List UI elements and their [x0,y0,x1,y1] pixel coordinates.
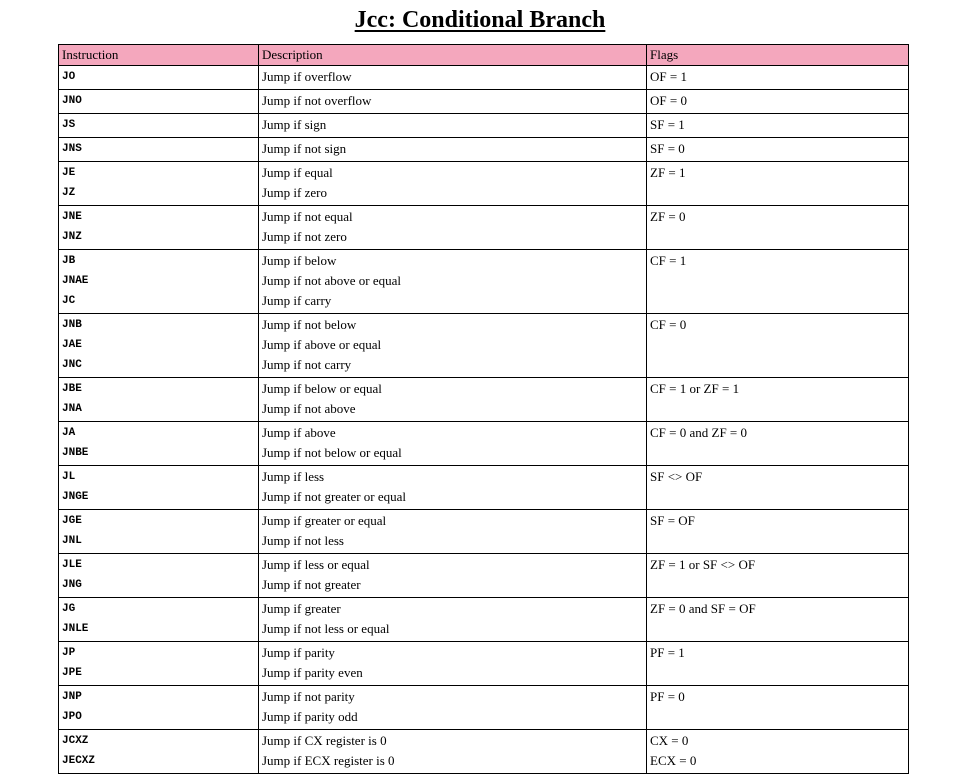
description-text: Jump if parity [262,645,335,660]
flags-cell [647,162,909,206]
table-row [59,422,909,466]
description-text: Jump if zero [262,185,327,200]
instruction-cell [59,730,259,774]
flags-cell [647,730,909,774]
description-cell [259,730,647,774]
description-text: Jump if not less [262,533,344,548]
table-row [59,554,909,598]
table-row [59,114,909,138]
instruction-mnemonic: JB [62,255,76,267]
description-cell [259,686,647,730]
flags-condition: ZF = 0 [650,209,686,224]
instruction-mnemonic: JNL [62,535,82,547]
instruction-mnemonic: JG [62,603,76,615]
header-instruction: Instruction [59,45,259,66]
instruction-mnemonic: JNA [62,403,82,415]
description-cell [259,378,647,422]
instruction-cell [59,642,259,686]
instruction-cell [59,686,259,730]
instruction-cell [59,206,259,250]
flags-cell [647,314,909,378]
flags-condition: CF = 0 and ZF = 0 [650,425,748,440]
description-cell [259,162,647,206]
instruction-mnemonic: JNS [62,143,82,155]
flags-cell [647,554,909,598]
instruction-mnemonic: JNBE [62,447,89,459]
instruction-mnemonic: JC [62,295,76,307]
table-row [59,730,909,774]
flags-cell [647,686,909,730]
description-text: Jump if CX register is 0 [262,733,387,748]
description-text: Jump if not greater or equal [262,489,407,504]
description-text: Jump if greater [262,601,341,616]
table-row [59,162,909,206]
flags-condition: CF = 1 or ZF = 1 [650,381,740,396]
flags-condition: SF <> OF [650,469,703,484]
flags-cell [647,206,909,250]
table-row [59,138,909,162]
instruction-mnemonic: JNE [62,211,82,223]
description-text: Jump if above or equal [262,337,382,352]
description-cell [259,466,647,510]
description-cell [259,422,647,466]
flags-condition: SF = 0 [650,141,685,156]
description-text: Jump if below [262,253,337,268]
instruction-mnemonic: JNG [62,579,82,591]
description-cell [259,206,647,250]
instruction-mnemonic: JAE [62,339,82,351]
description-text: Jump if parity even [262,665,363,680]
instruction-mnemonic: JNP [62,691,82,703]
description-text: Jump if not greater [262,577,361,592]
flags-condition: CF = 1 [650,253,687,268]
description-text: Jump if ECX register is 0 [262,753,395,768]
description-text: Jump if equal [262,165,333,180]
instruction-mnemonic: JP [62,647,76,659]
slide-title [0,4,960,36]
header-flags: Flags [647,45,909,66]
instruction-mnemonic: JE [62,167,76,179]
description-cell [259,642,647,686]
description-text: Jump if not overflow [262,93,372,108]
flags-cell [647,90,909,114]
description-text: Jump if not below [262,317,357,332]
flags-condition: OF = 1 [650,69,687,84]
instruction-cell [59,114,259,138]
description-text: Jump if greater or equal [262,513,387,528]
instruction-cell [59,510,259,554]
flags-cell [647,642,909,686]
instruction-mnemonic: JL [62,471,76,483]
flags-condition: PF = 1 [650,645,685,660]
flags-cell [647,138,909,162]
description-text: Jump if not zero [262,229,347,244]
instruction-mnemonic: JNO [62,95,82,107]
flags-cell [647,250,909,314]
description-text: Jump if parity odd [262,709,358,724]
slide-title-text: Jcc: Conditional Branch [354,7,606,33]
table-row [59,250,909,314]
description-text: Jump if not above [262,401,356,416]
flags-condition: ECX = 0 [650,753,697,768]
description-cell [259,598,647,642]
flags-condition: SF = 1 [650,117,685,132]
description-cell [259,554,647,598]
instruction-mnemonic: JPO [62,711,82,723]
flags-condition: ZF = 1 [650,165,686,180]
instruction-mnemonic: JZ [62,187,76,199]
instruction-mnemonic: JECXZ [62,755,96,767]
table-row [59,598,909,642]
instruction-mnemonic: JNC [62,359,82,371]
description-cell [259,314,647,378]
instruction-mnemonic: JGE [62,515,82,527]
flags-cell [647,598,909,642]
table-row [59,378,909,422]
table-row [59,686,909,730]
instruction-mnemonic: JPE [62,667,82,679]
instruction-mnemonic: JNAE [62,275,89,287]
instruction-cell [59,66,259,90]
instruction-mnemonic: JNB [62,319,82,331]
flags-cell [647,114,909,138]
instruction-cell [59,378,259,422]
description-text: Jump if carry [262,293,332,308]
description-text: Jump if less or equal [262,557,370,572]
instruction-mnemonic: JCXZ [62,735,89,747]
description-cell [259,250,647,314]
description-cell [259,114,647,138]
header-description: Description [259,45,647,66]
description-text: Jump if overflow [262,69,352,84]
table-row [59,206,909,250]
instruction-mnemonic: JNGE [62,491,89,503]
instruction-mnemonic: JO [62,71,76,83]
description-text: Jump if not equal [262,209,353,224]
flags-condition: CX = 0 [650,733,689,748]
instruction-mnemonic: JNLE [62,623,89,635]
instruction-cell [59,162,259,206]
instruction-mnemonic: JS [62,119,76,131]
flags-cell [647,466,909,510]
table-row [59,466,909,510]
description-cell [259,510,647,554]
table-body [59,66,909,774]
instruction-cell [59,466,259,510]
description-cell [259,138,647,162]
instruction-mnemonic: JLE [62,559,82,571]
instruction-mnemonic: JNZ [62,231,82,243]
description-text: Jump if above [262,425,336,440]
description-cell [259,90,647,114]
description-text: Jump if less [262,469,325,484]
flags-condition: ZF = 0 and SF = OF [650,601,756,616]
instruction-cell [59,138,259,162]
instruction-cell [59,554,259,598]
flags-condition: ZF = 1 or SF <> OF [650,557,756,572]
table-row [59,90,909,114]
instruction-mnemonic: JBE [62,383,82,395]
instruction-mnemonic: JA [62,427,76,439]
instruction-cell [59,90,259,114]
flags-condition: OF = 0 [650,93,687,108]
instruction-cell [59,314,259,378]
flags-cell [647,510,909,554]
table-row [59,510,909,554]
description-text: Jump if below or equal [262,381,382,396]
instruction-cell [59,598,259,642]
table-row [59,642,909,686]
flags-condition: CF = 0 [650,317,687,332]
flags-condition: PF = 0 [650,689,685,704]
description-text: Jump if not parity [262,689,355,704]
flags-cell [647,422,909,466]
description-text: Jump if sign [262,117,327,132]
instruction-cell [59,250,259,314]
flags-cell [647,378,909,422]
description-cell [259,66,647,90]
description-text: Jump if not below or equal [262,445,402,460]
description-text: Jump if not sign [262,141,347,156]
description-text: Jump if not less or equal [262,621,390,636]
flags-condition: SF = OF [650,513,695,528]
description-text: Jump if not carry [262,357,352,372]
jcc-table [58,44,909,774]
table-header-row [59,45,909,66]
instruction-cell [59,422,259,466]
flags-cell [647,66,909,90]
table-row [59,314,909,378]
description-text: Jump if not above or equal [262,273,401,288]
table-row [59,66,909,90]
